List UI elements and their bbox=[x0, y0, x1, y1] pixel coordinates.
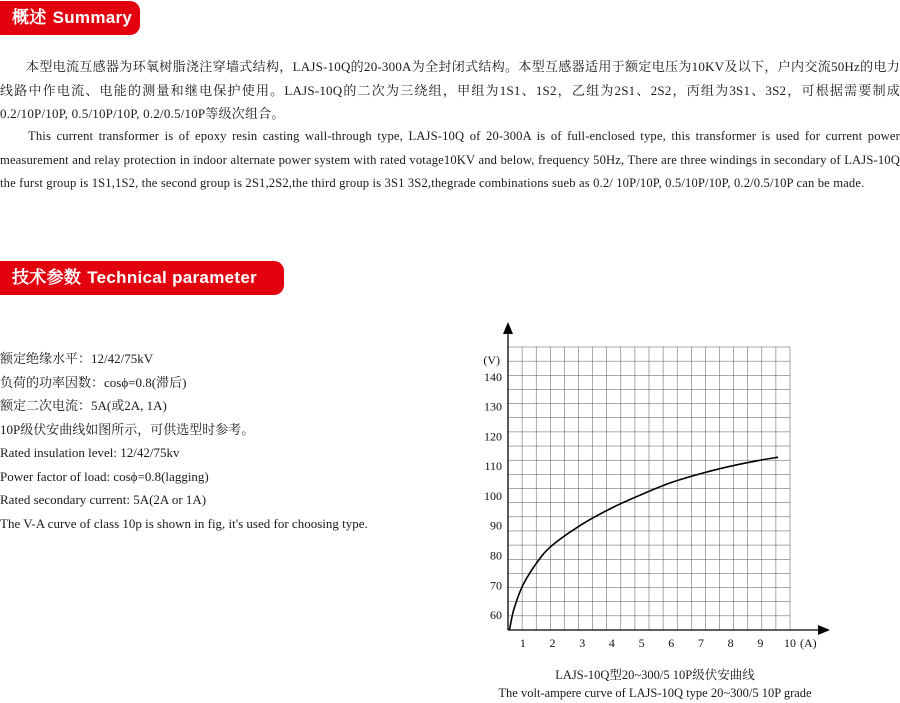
spec-line: Rated insulation level: 12/42/75kv bbox=[0, 445, 180, 460]
technical-heading-en: Technical parameter bbox=[87, 268, 257, 287]
y-tick-label: 90 bbox=[490, 518, 502, 533]
chart-axes bbox=[503, 322, 830, 635]
spec-line: 额定绝缘水平：12/42/75kV bbox=[0, 351, 154, 366]
x-tick-label: 7 bbox=[697, 636, 704, 650]
x-tick-label: 2 bbox=[549, 636, 556, 650]
spec-list bbox=[0, 347, 440, 535]
spec-line: 额定二次电流：5A(或2A, 1A) bbox=[0, 398, 167, 413]
x-tick-label: 5 bbox=[638, 636, 645, 650]
y-tick-label: 60 bbox=[490, 608, 502, 623]
spec-line: 负荷的功率因数：cosϕ=0.8(滞后) bbox=[0, 374, 187, 390]
x-tick-label: 9 bbox=[757, 636, 764, 650]
x-axis-label: (A) bbox=[800, 636, 817, 650]
y-axis-label: (V) bbox=[483, 353, 500, 367]
y-tick-label: 100 bbox=[484, 488, 502, 503]
y-tick-label: 140 bbox=[484, 369, 502, 384]
summary-heading-en: Summary bbox=[52, 8, 133, 27]
technical-heading bbox=[0, 261, 284, 295]
x-tick-label: 10 bbox=[784, 636, 796, 650]
summary-paragraph-en: This current transformer is of epoxy resin casting wall-through type, LAJS-10Q of 20-300A is of full-enclosed type, this transformer is used for current power measurement and relay protection in indoor alternate power system with rated votage10KV and below, frequency 50Hz, There are three windings in secondary of LAJS-10Q the furst group is 1S1,1S2, the second group is 2S1,2S2,the third group is 3S1 3S2,thegrade combinations sueb as 0.2/ 10P/10P, 0.5/10P/10P, 0.2/0.5/10P can be made. bbox=[0, 129, 900, 190]
x-tick-label: 3 bbox=[579, 636, 586, 650]
x-tick-label: 1 bbox=[519, 636, 526, 650]
x-tick-label: 6 bbox=[668, 636, 675, 650]
va-curve-line bbox=[510, 457, 779, 630]
x-tick-label: 4 bbox=[608, 636, 615, 650]
chart-caption-cn: LAJS-10Q型20~300/5 10P级伏安曲线 bbox=[555, 668, 755, 682]
y-tick-label: 80 bbox=[490, 548, 502, 563]
technical-heading-cn: 技术参数 bbox=[12, 268, 82, 287]
x-tick-label: 8 bbox=[727, 636, 734, 650]
y-tick-label: 70 bbox=[490, 578, 502, 593]
spec-line: The V-A curve of class 10p is shown in fig, it's used for choosing type. bbox=[0, 515, 368, 531]
summary-heading-cn: 概述 bbox=[12, 8, 47, 27]
y-tick-label: 130 bbox=[484, 399, 502, 414]
spec-line: Power factor of load: cosϕ=0.8(lagging) bbox=[0, 468, 209, 484]
y-tick-label: 120 bbox=[484, 429, 502, 444]
y-axis-arrow bbox=[503, 322, 513, 334]
y-tick-labels bbox=[484, 370, 502, 622]
summary-heading bbox=[0, 1, 140, 35]
x-axis-arrow bbox=[818, 625, 830, 635]
va-curve-chart bbox=[470, 320, 840, 650]
spec-line: Rated secondary current: 5A(2A or 1A) bbox=[0, 492, 207, 507]
y-tick-label: 110 bbox=[484, 459, 502, 474]
summary-paragraph-cn: 本型电流互感器为环氧树脂浇注穿墙式结构，LAJS-10Q的20-300A为全封闭式结构。本型互感器适用于额定电压为10KV及以下，户内交流50Hz的电力线路中作电流、电能的测量和继电保护使用。LAJS-10Q的二次为三绕组，甲组为1S1、1S2，乙组为2S1、2S2，丙组为3S1、3S2，可根据需要制成0.2/10P/10P, 0.5/10P/10P, 0.2/0.5/10P等级次组合。 bbox=[0, 59, 900, 121]
chart-caption-en: The volt-ampere curve of LAJS-10Q type 20~300/5 10P grade bbox=[498, 686, 812, 700]
chart-grid bbox=[508, 347, 790, 630]
x-tick-labels bbox=[520, 636, 796, 650]
spec-line: 10P级伏安曲线如图所示，可供选型时参考。 bbox=[0, 421, 255, 437]
